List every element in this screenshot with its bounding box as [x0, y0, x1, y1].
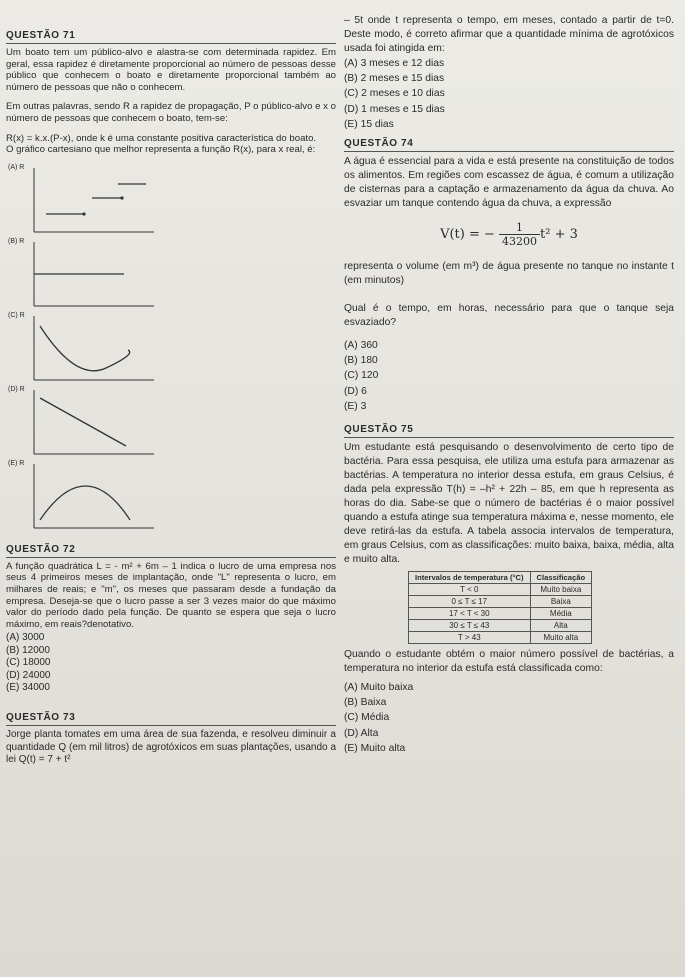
table-cell: Alta	[530, 620, 592, 632]
table-row	[409, 632, 592, 644]
q73-text: Jorge planta tomates em uma área de sua fazenda, e resolveu diminuir a quantidade Q (em mil litros) de agrotóxicos em suas plantações, usando a lei Q(t) = 7 + t²	[6, 729, 336, 766]
table-row	[409, 596, 592, 608]
table-cell: 17 < T < 30	[409, 608, 531, 620]
q72-option-e[interactable]: (E) 34000	[6, 681, 50, 693]
q74-options	[344, 338, 674, 414]
q73-continuation: – 5t onde t representa o tempo, em meses, contado a partir de t=0. Deste modo, é correto afirmar que a quantidade mínima de agrotóxicos usada foi atingida em:	[344, 15, 674, 54]
table-cell: 0 ≤ T ≤ 17	[409, 596, 531, 608]
q71-heading: QUESTÃO 71	[6, 30, 76, 41]
q73-heading: QUESTÃO 73	[6, 712, 76, 724]
q72-option-c[interactable]: (C) 18000	[6, 657, 51, 669]
q75-option-b[interactable]: (B) Baixa	[344, 697, 387, 709]
q74-formula	[344, 221, 674, 248]
formula-lhs: V(t) = −	[440, 227, 495, 243]
q75-option-d[interactable]: (D) Alta	[344, 727, 379, 739]
table-cell: T < 0	[409, 584, 531, 596]
table-cell: Muito alta	[530, 632, 592, 644]
q73-option-e[interactable]: (E) 15 dias	[344, 118, 394, 130]
fraction-numerator: 1	[499, 221, 540, 235]
q74-option-a[interactable]: (A) 360	[344, 340, 378, 352]
graph-option-e[interactable]	[6, 458, 336, 532]
graph-c-label: (C) R	[8, 311, 25, 319]
q75-text: Um estudante está pesquisando o desenvolvimento de certo tipo de bactéria. Para essa pesquisa, ele utiliza uma estufa para armazenar as bactérias. A temperatura no interior dessa estufa, em graus Celsius, é dada pela expressão T(h) = –h² + 22h – 85, em que h representa as horas do dia. Sabe-se que o número de bactérias é o maior possível quando a estufa atinge sua temperatura máxima e, nesse momento, ele deve retirá-las da estufa. A tabela associa intervalos de temperatura, em graus Celsius, com as classificações: muito baixa, baixa, média, alta e muito alta.	[344, 442, 674, 566]
graph-option-a[interactable]	[6, 162, 336, 236]
q75-option-a[interactable]: (A) Muito baixa	[344, 682, 414, 694]
q74-option-b[interactable]: (B) 180	[344, 355, 378, 367]
table-row	[409, 584, 592, 596]
graph-a-label: (A) R	[8, 163, 25, 171]
q72-option-d[interactable]: (D) 24000	[6, 669, 51, 681]
table-cell: T > 43	[409, 632, 531, 644]
q71-text-1: Um boato tem um público-alvo e alastra-se com determinada rapidez. Em geral, essa rapidez é diretamente proporcional ao número de pessoas desse público que conhecem o boato e diretamente proporcional também ao número de pessoas que não o conhecem.	[6, 47, 336, 93]
q74-option-e[interactable]: (E) 3	[344, 400, 367, 412]
divider	[6, 725, 336, 726]
formula-fraction	[499, 221, 540, 248]
q72-option-b[interactable]: (B) 12000	[6, 644, 50, 656]
q71-prompt: O gráfico cartesiano que melhor representa a função R(x), para x real, é:	[6, 144, 316, 156]
table-header-interval: Intervalos de temperatura (°C)	[409, 572, 531, 584]
q75-option-c[interactable]: (C) Média	[344, 712, 390, 724]
graph-option-d[interactable]	[6, 384, 336, 458]
q71-text-2: Em outras palavras, sendo R a rapidez de propagação, P o público-alvo e x o número de pessoas que conhecem o boato, tem-se:	[6, 101, 336, 124]
table-cell: Baixa	[530, 596, 592, 608]
graph-e-label: (E) R	[8, 459, 25, 467]
right-column	[344, 14, 674, 756]
q75-option-e[interactable]: (E) Muito alta	[344, 742, 406, 754]
table-header-row	[409, 572, 592, 584]
q72-heading: QUESTÃO 72	[6, 543, 76, 555]
q73-option-a[interactable]: (A) 3 meses e 12 dias	[344, 58, 445, 69]
q73-option-d[interactable]: (D) 1 meses e 15 dias	[344, 103, 445, 115]
q74-option-c[interactable]: (C) 120	[344, 370, 379, 382]
table-row	[409, 620, 592, 632]
q74-option-d[interactable]: (D) 6	[344, 385, 367, 397]
q74-text-2: representa o volume (em m³) de água presente no tanque no instante t (em minutos)	[344, 261, 674, 287]
graph-option-b[interactable]	[6, 236, 336, 310]
q72-option-a[interactable]: (A) 3000	[6, 632, 45, 644]
q71-function: R(x) = k.x.(P-x), onde k é uma constante positiva característica do boato.	[6, 132, 317, 144]
table-header-class: Classificação	[530, 572, 592, 584]
table-cell: Muito baixa	[530, 584, 592, 596]
q74-question: Qual é o tempo, em horas, necessário para que o tanque seja esvaziado?	[344, 303, 674, 329]
divider	[344, 437, 674, 438]
q73-options	[344, 56, 674, 132]
formula-rhs: t² + 3	[540, 227, 578, 243]
graph-b-label: (B) R	[8, 237, 25, 245]
q73-option-c[interactable]: (C) 2 meses e 10 dias	[344, 88, 445, 100]
q75-question: Quando o estudante obtém o maior número possível de bactérias, a temperatura no interior da estufa está classificada como:	[344, 649, 674, 675]
divider	[344, 151, 674, 152]
q74-heading: QUESTÃO 74	[344, 138, 414, 150]
fraction-denominator: 43200	[502, 235, 538, 249]
q75-options	[344, 680, 674, 756]
q75-heading: QUESTÃO 75	[344, 424, 414, 436]
q72-options	[6, 632, 336, 694]
table-row	[409, 608, 592, 620]
table-cell: Média	[530, 608, 592, 620]
graph-d-label: (D) R	[8, 385, 25, 393]
classification-table	[408, 571, 592, 644]
q72-text: A função quadrática L = - m² + 6m – 1 indica o lucro de uma empresa nos seus 4 primeiros meses de implantação, onde "L" representa o lucro, em milhares de reais; e "m", os meses que passaram desde a fundação da empresa. Deseja-se que o lucro passe a ser 3 vezes maior do que máximo valor do período dado pela função. De quanto se espera que seja o lucro máximo, em reais?denotativo.	[6, 560, 336, 630]
q74-text: A água é essencial para a vida e está presente na constituição de todos os alimentos. Em regiões com escassez de água, é comum a utilização de cisternas para a captação e armazenamento da água da chuva. Ao esvaziar um tanque contendo água da chuva, a expressão	[344, 156, 674, 210]
table-cell: 30 ≤ T ≤ 43	[409, 620, 531, 632]
divider	[6, 43, 336, 44]
graph-option-c[interactable]	[6, 310, 336, 384]
left-column	[6, 30, 336, 767]
q73-option-b[interactable]: (B) 2 meses e 15 dias	[344, 73, 445, 85]
divider	[6, 557, 336, 558]
